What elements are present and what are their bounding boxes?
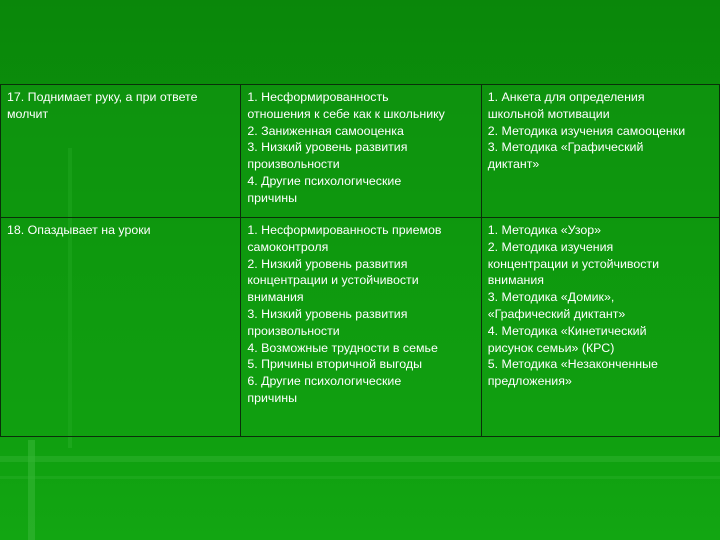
cell-text: причины (247, 390, 298, 405)
table-row (1, 218, 720, 437)
cell-text: 5. Методика «Незаконченные (487, 357, 658, 372)
cell-text: отношения к себе как к школьнику (247, 106, 445, 121)
cell-text: 3. Низкий уровень развития (247, 306, 408, 321)
cell-text: 5. Причины вторичной выгоды (247, 357, 423, 372)
cell-text: внимания (487, 273, 544, 288)
cell-text: 17. Поднимает руку, а при ответе (7, 90, 198, 104)
cell-text: 1. Методика «Узор» (487, 223, 602, 237)
problem-cell (1, 85, 241, 218)
cell-text: 2. Методика изучения самооценки (487, 123, 686, 138)
cell-text: причины (247, 190, 298, 205)
cell-text: 2. Заниженная самооценка (247, 123, 404, 138)
decorative-stripe (28, 440, 35, 540)
diagnostics-table (0, 84, 720, 437)
cell-text: 4. Другие психологические (247, 173, 402, 188)
cell-text: 1. Несформированность (247, 90, 389, 104)
cell-text: 4. Методика «Кинетический (487, 323, 647, 338)
cell-text: 3. Методика «Домик», (487, 290, 615, 305)
cell-text: 3. Методика «Графический (487, 140, 644, 155)
decorative-stripe (0, 476, 720, 479)
causes-cell (241, 85, 481, 218)
causes-cell (241, 218, 481, 437)
cell-text: диктант» (487, 157, 540, 172)
cell-text: самоконтроля (247, 239, 329, 254)
cell-text: 1. Несформированность приемов (247, 223, 442, 237)
problem-cell (1, 218, 241, 437)
cell-text: 3. Низкий уровень развития (247, 140, 408, 155)
cell-text: рисунок семьи» (КРС) (487, 340, 615, 355)
cell-text: внимания (247, 290, 304, 305)
cell-text: 2. Методика изучения (487, 239, 614, 254)
cell-text: молчит (7, 106, 49, 121)
methods-cell (481, 218, 719, 437)
cell-text: 6. Другие психологические (247, 374, 402, 389)
methods-cell (481, 85, 719, 218)
cell-text: 1. Анкета для определения (487, 90, 645, 104)
cell-text: концентрации и устойчивости (247, 273, 419, 288)
cell-text: 18. Опаздывает на уроки (7, 223, 151, 237)
cell-text: предложения» (487, 374, 572, 389)
table-row (1, 85, 720, 218)
cell-text: 2. Низкий уровень развития (247, 256, 408, 271)
cell-text: концентрации и устойчивости (487, 256, 660, 271)
cell-text: произвольности (247, 157, 340, 172)
cell-text: произвольности (247, 323, 340, 338)
cell-text: 4. Возможные трудности в семье (247, 340, 438, 355)
cell-text: школьной мотивации (487, 106, 610, 121)
decorative-stripe (0, 456, 720, 462)
cell-text: «Графический диктант» (487, 306, 626, 321)
